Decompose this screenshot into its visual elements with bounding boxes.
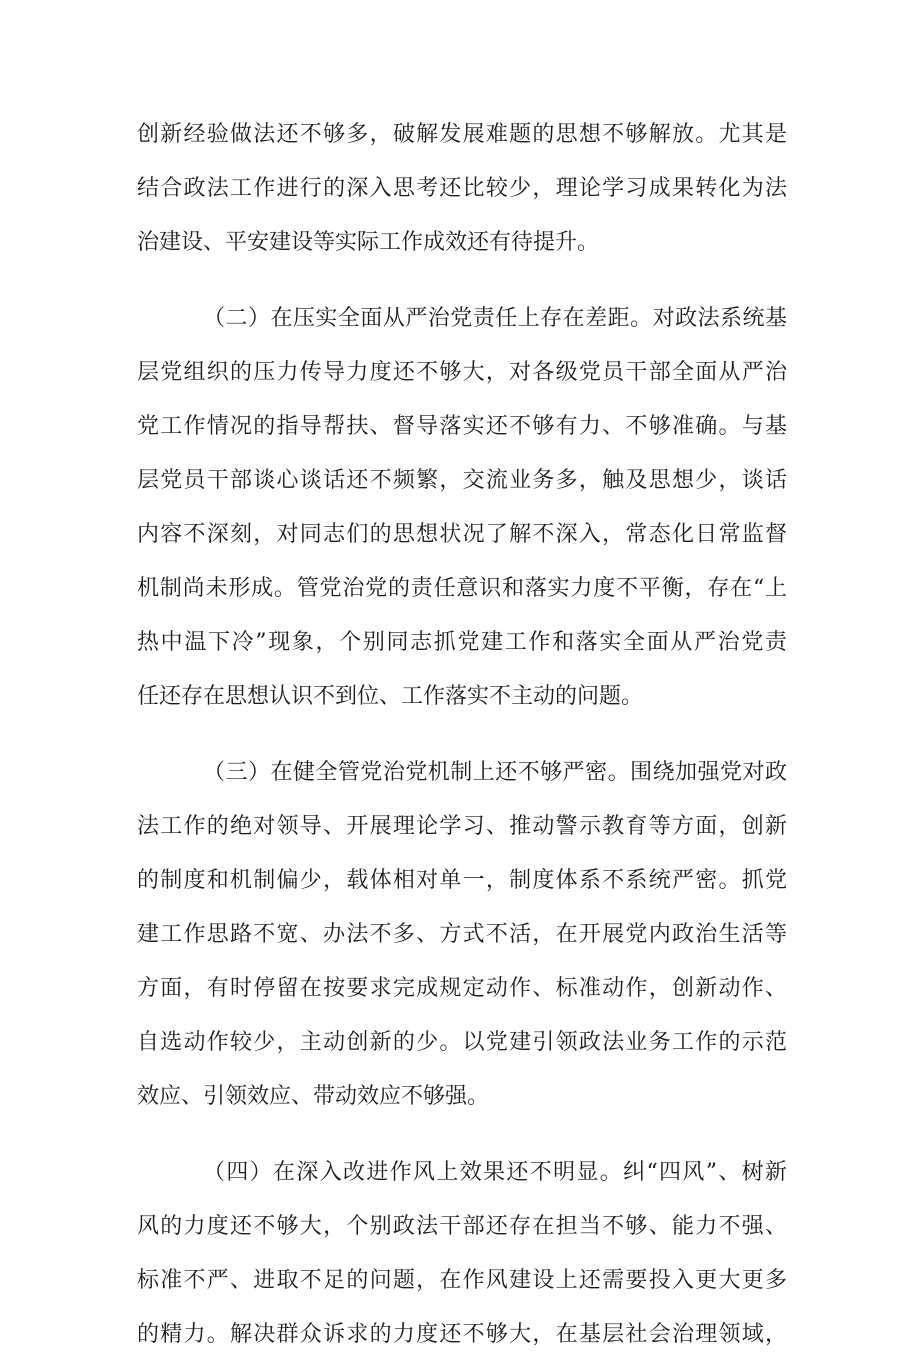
text-line: （三）在健全管党治党机制上还不够严密。围绕加强党对政: [203, 760, 787, 785]
paragraph-section-4: [137, 1146, 787, 1362]
text-line: 方面，有时停留在按要求完成规定动作、标准动作，创新动作、: [137, 976, 787, 1001]
text-line: 内容不深刻，对同志们的思想状况了解不深入，常态化日常监督: [137, 522, 787, 547]
text-line: 层党员干部谈心谈话还不频繁，交流业务多，触及思想少，谈话: [137, 468, 787, 493]
text-line: （四）在深入改进作风上效果还不明显。纠“四风”、树新: [203, 1160, 787, 1185]
text-line: 创新经验做法还不够多，破解发展难题的思想不够解放。尤其是: [137, 122, 787, 147]
text-line: 风的力度还不够大，个别政法干部还存在担当不够、能力不强、: [137, 1214, 787, 1239]
text-line: 建工作思路不宽、办法不多、方式不活，在开展党内政治生活等: [137, 922, 787, 947]
text-line: 效应、引领效应、带动效应不够强。: [137, 1084, 490, 1109]
text-line: 层党组织的压力传导力度还不够大，对各级党员干部全面从严治: [137, 360, 787, 385]
text-line: 的精力。解决群众诉求的力度还不够大，在基层社会治理领域，: [137, 1322, 787, 1347]
text-line: 标准不严、进取不足的问题，在作风建设上还需要投入更大更多: [137, 1268, 787, 1293]
paragraph-section-3: [137, 746, 787, 1124]
text-line: 任还存在思想认识不到位、工作落实不主动的问题。: [137, 684, 644, 709]
paragraph-intro-continuation: [137, 108, 787, 270]
text-line: 结合政法工作进行的深入思考还比较少，理论学习成果转化为法: [137, 176, 787, 201]
text-line: 热中温下冷”现象，个别同志抓党建工作和落实全面从严治党责: [137, 630, 787, 655]
text-line: 法工作的绝对领导、开展理论学习、推动警示教育等方面，创新: [137, 814, 787, 839]
text-line: 党工作情况的指导帮扶、督导落实还不够有力、不够准确。与基: [137, 414, 787, 439]
paragraph-section-2: [137, 292, 787, 724]
text-line: 机制尚未形成。管党治党的责任意识和落实力度不平衡，存在“上: [137, 576, 787, 601]
document-page: [137, 108, 787, 1362]
text-line: 自选动作较少，主动创新的少。以党建引领政法业务工作的示范: [137, 1030, 787, 1055]
text-line: 治建设、平安建设等实际工作成效还有待提升。: [137, 230, 600, 255]
text-line: 的制度和机制偏少，载体相对单一，制度体系不系统严密。抓党: [137, 868, 787, 893]
text-line: （二）在压实全面从严治党责任上存在差距。对政法系统基: [203, 306, 787, 331]
